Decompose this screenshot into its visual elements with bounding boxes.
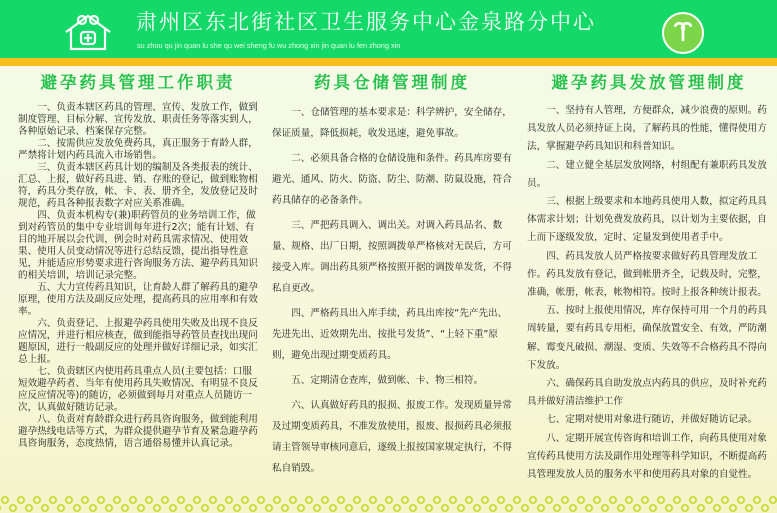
header-pinyin: su zhou qu jin quan lu she qu wei sheng fu wu zhong xin jin quan lu fen zhong xin (137, 41, 401, 50)
paragraph: 八、负责对育龄群众进行药具咨询服务，做到能利用避孕热线电话等方式，为群众提供避孕节育及紧急避孕药具咨询服务，态度热情，语言通俗易懂并认真记录。 (18, 414, 258, 449)
paragraph: 七、定期对使用对象进行随访，并做好随访记录。 (546, 414, 758, 426)
paragraph: 五、大力宣传药具知识，让育龄人群了解药具的避孕原理，使用方法及副反应处理，提高药具的应用率和有效率。 (18, 282, 258, 317)
paragraph: 二、必须具备合格的仓储设施和条件。药具库房要有避光、通风、防火、防盗、防尘、防潮、防鼠设施，符合药具储存的必备条件。 (272, 153, 512, 206)
header-banner (0, 0, 777, 58)
paragraph: 二、按需供应发放免费药具，真正服务于育龄人群，严禁将计划内药具流入市场销售。 (18, 138, 258, 161)
column-title: 避孕药具发放管理制度 (551, 73, 747, 92)
header-stripe (0, 58, 777, 66)
family-planning-emblem-icon (662, 12, 704, 54)
paragraph: 二、建立健全基层发放网络，村组配有兼职药具发放员。 (527, 159, 767, 189)
paragraph: 四、药具发放人员严格按要求做好药具管理发放工作。药具发放有登记，做到帐册齐全，记载及时，完整，准确，帐册，帐表，帐物相符。按时上报各种统计报表。 (527, 250, 767, 299)
paragraph: 五、按时上报使用情况，库存保持可用一个月的药具周转量，要有药具专用柜，确保放置安全、有效，严防潮解、霉变凡破损、潮湿、变质、失效等不合格药具不得向下发放。 (527, 305, 767, 371)
paragraph: 三、负责本辖区药具计划的编制及各类报表的统计、汇总、上报，做好药具进、销、存账的登记，做到账物相符，药具分类存放，帐、卡、表、册齐全，发放登记及时规范，药具各种报表数字对应关系准确。 (18, 162, 258, 209)
column-title: 药具仓储管理制度 (314, 73, 470, 92)
paragraph: 六、认真做好药具的报损、报废工作。发现质量异常及过期变质药具，不准发放使用，报废、报损药具必须报请主管领导审核同意后，逐级上报按国家规定执行，不得私自销毁。 (272, 400, 512, 474)
paragraph: 一、负责本辖区药具的管理、宣传、发放工作，做到制度管理、目标分解、宣传发放、职责任务等落实到人，各种原始记录、档案保存完整。 (18, 102, 258, 137)
paragraph: 一、仓储管理的基本要求是：科学辨护，安全储存，保证质量，降低损耗，收发迅速，避免事故。 (272, 107, 512, 139)
paragraph: 七、负责辖区内使用药具重点人员(主要包括：口服短效避孕药者、当年有使用药具失败情况、有明显不良反应反应情况等)的随访，必须做到每月对重点人员随访一次，认真做好随访记录。 (18, 366, 258, 413)
header-title: 肃州区东北街社区卫生服务中心金泉路分中心 (136, 10, 596, 34)
house-family-icon (62, 12, 114, 52)
paragraph: 八、定期开展宣传咨询和培训工作，向药具使用对象宣传药具使用方法及副作用处理等科学知识，不断提高药具管理发放人员的服务水平和使用药具对象的自觉性。 (527, 432, 767, 481)
column-duties (18, 72, 258, 450)
paragraph: 四、严格药具出入库手续，药具出库按“先产先出、先进先出、近效期先出、按批号发货”、“上轻下重”原则，避免出现过期变质药具。 (272, 308, 508, 361)
paragraph: 三、根据上级要求和本地药具使用人数，拟定药具具体需求计划；计划免费发放药具，以计划为主要依据，自上而下逐级发放，定时、定量发到使用者手中。 (527, 196, 767, 244)
paragraph: 四、负责本机构专(兼)职药管员的业务培训工作，做到对药管员的集中专业培训每年进行2次；能有计划、有目的地开展以会代训，例会时对药具需求情况、使用效果、使用人员变动情况等进行总结反馈，提出指导性意见，并能适应形势要求进行咨询服务方法、避孕药具知识的相关培训，培训记录完整。 (18, 210, 258, 281)
paragraph: 五、定期清仓查库，做到帐、卡、物三相符。 (291, 375, 484, 386)
column-title: 避孕药具管理工作职责 (40, 73, 236, 92)
column-storage (272, 72, 512, 483)
decorative-border-pattern (0, 495, 777, 513)
paragraph: 六、确保药具自助发放点内药具的供应，及时补充药具并做好清洁维护工作 (527, 378, 767, 408)
paragraph: 三、严把药具调入、调出关。对调入药具品名、数量、规格、出厂日期，按照调拨单严格核对无误后，方可接受入库。调出药具须严格按照开据的调拨单发货，不得私自更改。 (272, 220, 512, 294)
paragraph: 一、坚持有人管理，方便群众，减少浪费的原则。药具发放人员必须持证上岗，了解药具的性能，懂得使用方法，掌握避孕药具知识和科普知识。 (527, 105, 767, 153)
paragraph: 六、负责登记、上报避孕药具使用失败及出现不良反应情况，并进行相应核查，做到能指导药管员查找出现问题原因，进行一般副反应的处理并做好详细记录，如实汇总上报。 (18, 318, 258, 365)
column-distribution (527, 72, 771, 484)
